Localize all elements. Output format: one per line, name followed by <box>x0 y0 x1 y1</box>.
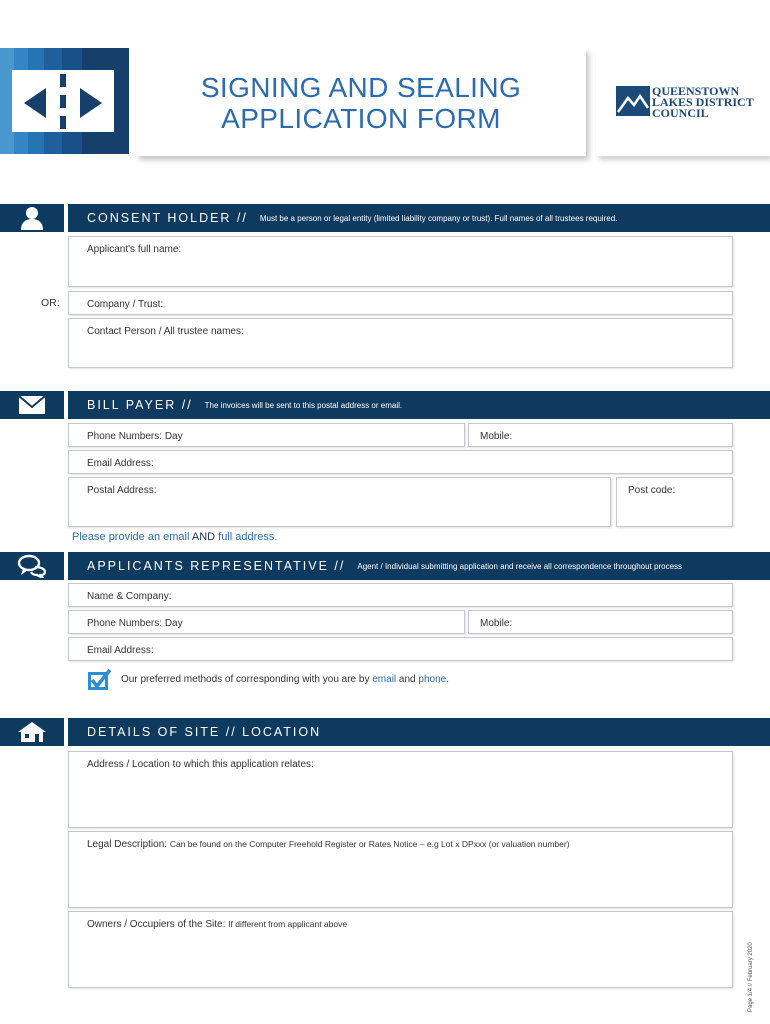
mountain-icon <box>616 86 650 116</box>
page-footer: Page 1/4 // February 2020 <box>748 942 754 1012</box>
company-trust-field[interactable] <box>68 291 733 315</box>
consent-holder-header <box>68 204 770 232</box>
section-title: APPLICANTS REPRESENTATIVE // <box>87 559 346 573</box>
house-icon <box>0 718 64 746</box>
bill-phone-label: Phone Numbers: Day <box>87 431 183 442</box>
contact-person-field[interactable] <box>68 318 733 368</box>
rep-phone-field[interactable] <box>68 610 465 634</box>
postal-address-field[interactable] <box>68 477 611 527</box>
legal-description-label: Legal Description: <box>87 839 168 850</box>
applicant-name-label: Applicant's full name: <box>87 244 182 255</box>
section-title: DETAILS OF SITE // LOCATION <box>87 725 322 739</box>
left-right-arrows-icon <box>12 70 114 132</box>
person-icon <box>0 204 64 232</box>
bill-payer-note: Please provide an email AND full address. <box>72 531 278 543</box>
section-subtitle: The invoices will be sent to this postal address or email. <box>204 400 403 410</box>
rep-email-field[interactable] <box>68 637 733 661</box>
company-trust-label: Company / Trust: <box>87 299 164 310</box>
section-subtitle: Agent / Individual submitting application and receive all correspondence throughout process <box>357 561 683 571</box>
post-code-label: Post code: <box>628 485 676 496</box>
legal-description-hint: Can be found on the Computer Freehold Register or Rates Notice – e.g Lot x DPxxx (or valuation number) <box>169 839 570 849</box>
section-title: BILL PAYER // <box>87 398 193 412</box>
section-title: CONSENT HOLDER // <box>87 211 248 225</box>
section-subtitle: Must be a person or legal entity (limited liability company or trust). Full names of all trustees required. <box>259 213 618 223</box>
owners-occupiers-field[interactable] <box>68 911 733 988</box>
site-details-header <box>68 718 770 746</box>
rep-name-company-field[interactable] <box>68 583 733 607</box>
bill-payer-header <box>68 391 770 419</box>
contact-person-label: Contact Person / All trustee names: <box>87 326 244 337</box>
bill-mobile-field[interactable] <box>468 423 733 447</box>
post-code-field[interactable] <box>616 477 733 527</box>
site-address-field[interactable] <box>68 751 733 828</box>
council-logo <box>596 48 770 156</box>
preferred-contact-checkbox[interactable] <box>86 668 112 692</box>
bill-email-field[interactable] <box>68 450 733 474</box>
speech-bubbles-icon <box>0 552 64 580</box>
postal-address-label: Postal Address: <box>87 485 157 496</box>
bill-phone-field[interactable] <box>68 423 465 447</box>
preferred-contact-text: Our preferred methods of corresponding with you are by email and phone. <box>121 674 449 685</box>
rep-name-company-label: Name & Company: <box>87 591 172 602</box>
representative-header <box>68 552 770 580</box>
form-title-line1: SIGNING AND SEALING <box>200 72 522 103</box>
rep-mobile-field[interactable] <box>468 610 733 634</box>
checkmark-icon <box>86 668 112 692</box>
or-label: OR: <box>41 297 60 309</box>
envelope-icon <box>0 391 64 419</box>
council-name: QUEENSTOWN LAKES DISTRICT COUNCIL <box>652 84 754 120</box>
legal-description-field[interactable] <box>68 831 733 908</box>
form-title <box>136 48 586 156</box>
applicant-name-field[interactable] <box>68 236 733 287</box>
rep-phone-label: Phone Numbers: Day <box>87 618 183 629</box>
owners-occupiers-label: Owners / Occupiers of the Site: <box>87 919 226 930</box>
site-address-label: Address / Location to which this application relates: <box>87 759 314 770</box>
bill-mobile-label: Mobile: <box>480 431 513 442</box>
rep-email-label: Email Address: <box>87 645 154 656</box>
qldc-form-logo <box>0 48 129 154</box>
owners-occupiers-hint: If different from applicant above <box>228 919 348 929</box>
bill-email-label: Email Address: <box>87 458 154 469</box>
form-title-line2: APPLICATION FORM <box>221 103 501 134</box>
rep-mobile-label: Mobile: <box>480 618 513 629</box>
